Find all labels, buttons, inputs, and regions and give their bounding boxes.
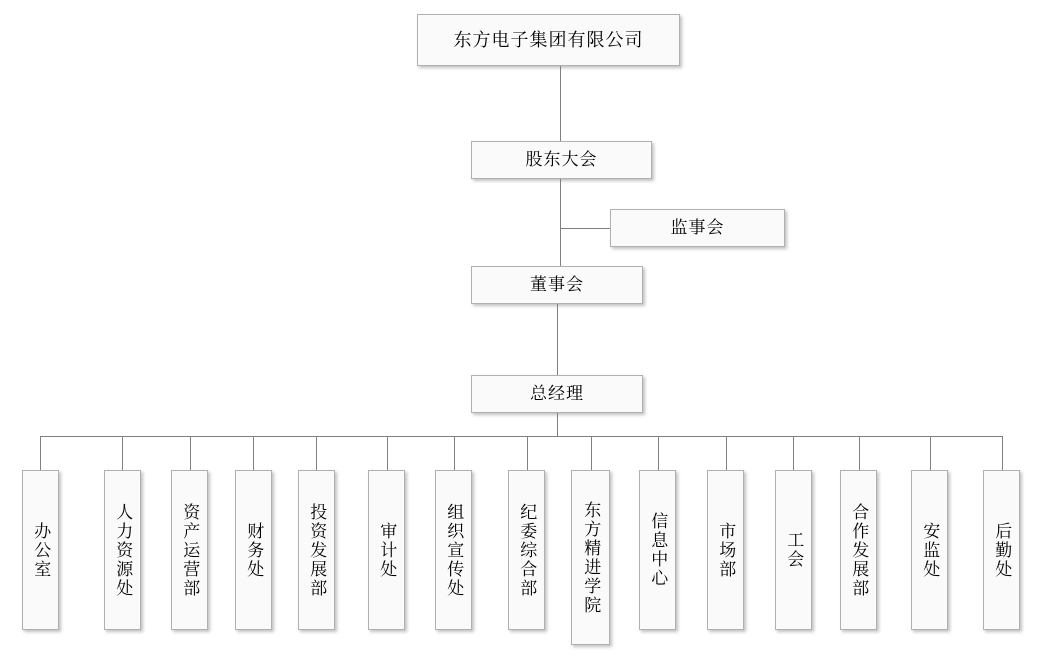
department-node-13 [840, 470, 877, 630]
department-node-2 [104, 470, 141, 630]
node-supervisory-board [610, 209, 785, 247]
connector-drop-4 [253, 436, 254, 470]
department-label-13: 合作发展部 [849, 502, 869, 598]
connector-drop-3 [190, 436, 191, 470]
department-label-2: 人力资源处 [113, 502, 133, 598]
department-node-10 [639, 470, 676, 630]
department-label-7: 组织宣传处 [444, 502, 464, 598]
department-node-14 [911, 470, 948, 630]
connector-drop-13 [859, 436, 860, 470]
connector-drop-9 [591, 436, 592, 470]
connector-drop-6 [387, 436, 388, 470]
department-label-11: 市场部 [716, 521, 736, 579]
department-label-15: 后勤处 [992, 521, 1012, 579]
department-label-14: 安监处 [920, 521, 940, 579]
connector-drop-1 [40, 436, 41, 470]
department-node-7 [435, 470, 472, 630]
connector-manager-to-bus [557, 413, 558, 436]
connector-drop-2 [122, 436, 123, 470]
node-board-of-directors-label: 董事会 [530, 275, 584, 295]
node-general-manager [471, 375, 643, 413]
department-node-8 [508, 470, 545, 630]
department-node-5 [298, 470, 335, 630]
node-general-manager-label: 总经理 [530, 384, 584, 404]
department-node-6 [368, 470, 405, 630]
node-shareholders-meeting-label: 股东大会 [525, 150, 598, 170]
connector-drop-11 [726, 436, 727, 470]
node-supervisory-board-label: 监事会 [670, 218, 725, 238]
connector-drop-7 [454, 436, 455, 470]
node-company [417, 14, 680, 66]
connector-drop-15 [1002, 436, 1003, 470]
department-node-12 [775, 470, 812, 630]
department-node-3 [171, 470, 208, 630]
connector-shareholders-to-board [560, 179, 561, 266]
connector-board-to-manager [557, 304, 558, 375]
department-label-5: 投资发展部 [307, 502, 327, 598]
connector-drop-12 [793, 436, 794, 470]
department-label-8: 纪委综合部 [517, 502, 537, 598]
connector-board-to-supervisors [560, 228, 610, 229]
department-label-4: 财务处 [244, 521, 264, 579]
department-label-12: 工会 [784, 531, 804, 569]
department-label-3: 资产运营部 [180, 502, 200, 598]
node-company-label: 东方电子集团有限公司 [453, 29, 644, 50]
connector-company-to-shareholders [560, 66, 561, 141]
department-node-11 [707, 470, 744, 630]
department-label-10: 信息中心 [648, 512, 668, 588]
department-label-1: 办公室 [31, 521, 51, 579]
department-node-15 [983, 470, 1020, 630]
department-node-4 [235, 470, 272, 630]
department-label-6: 审计处 [377, 521, 397, 579]
connector-drop-8 [527, 436, 528, 470]
connector-drop-10 [658, 436, 659, 470]
department-node-1 [22, 470, 59, 630]
node-shareholders-meeting [471, 141, 652, 179]
node-board-of-directors [471, 266, 643, 304]
connector-drop-14 [930, 436, 931, 470]
connector-drop-5 [316, 436, 317, 470]
department-node-9 [571, 470, 610, 645]
department-label-9: 东方精进学院 [581, 500, 601, 615]
